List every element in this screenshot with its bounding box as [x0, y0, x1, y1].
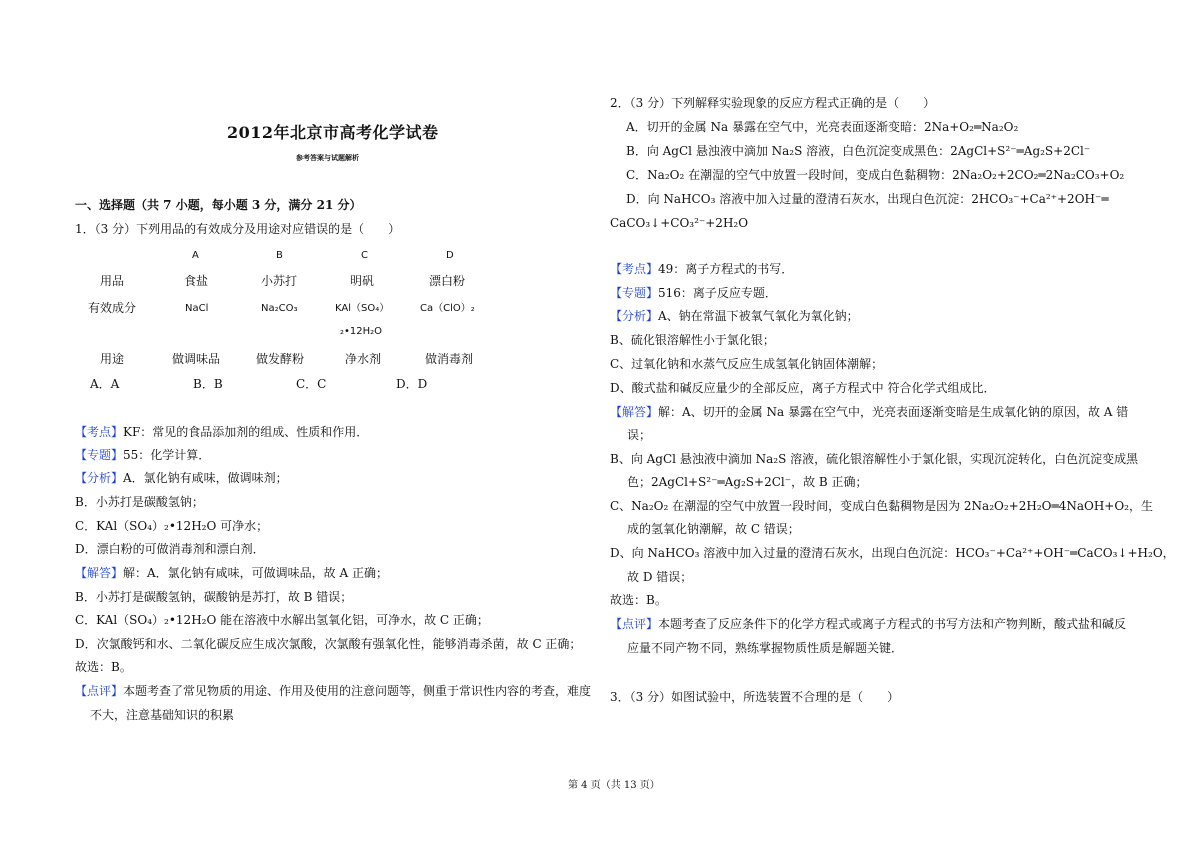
q2-zhuanti-tag: 【专题】: [610, 286, 659, 300]
q1-kaodian-tag: 【考点】: [75, 425, 124, 439]
q2-dianping-tag: 【点评】: [610, 617, 659, 631]
q1-jieda-tag: 【解答】: [75, 566, 124, 580]
q1-cell-component-c-cont: ₂•12H₂O: [340, 326, 383, 337]
q1-dianping-line-1: 本题考查了常见物质的用途、作用及使用的注意问题等，侧重于常识性内容的考查，难度: [123, 684, 592, 698]
section-heading: 一、选择题（共 7 小题，每小题 3 分，满分 21 分）: [75, 198, 362, 212]
q2-fenxi-line-4: D、酸式盐和碱反应量少的全部反应，离子方程式中 符合化学式组成比．: [610, 381, 996, 395]
q1-dianping-tag: 【点评】: [75, 684, 124, 698]
right-column: [600, 0, 1200, 848]
page-footer: 第 4 页（共 13 页）: [568, 780, 660, 791]
q1-cell-component-b: Na₂CO₃: [261, 303, 298, 314]
q2-option-d: D．向 NaHCO₃ 溶液中加入过量的澄清石灰水，出现白色沉淀：2HCO₃⁻+Ca²⁺+2OH⁻═: [626, 192, 1109, 206]
q3-stem: 3．（3 分）如图试验中，所选装置不合理的是（ ）: [610, 690, 900, 704]
q1-jieda-line-2: B．小苏打是碳酸氢钠，碳酸钠是苏打，故 B 错误；: [75, 590, 353, 604]
q2-zhuanti-text: 516：离子反应专题．: [658, 286, 777, 300]
q2-jieda-line-6: 成的氢氧化钠潮解，故 C 错误；: [627, 522, 800, 536]
q2-option-b: B．向 AgCl 悬浊液中滴加 Na₂S 溶液，白色沉淀变成黑色：2AgCl+S²⁻═Ag₂S+2Cl⁻: [626, 144, 1091, 158]
q2-jieda-line-5: C、Na₂O₂ 在潮湿的空气中放置一段时间，变成白色黏稠物是因为 2Na₂O₂+2H₂O═4NaOH+O₂，生: [610, 499, 1153, 513]
q2-jieda: [610, 404, 1128, 420]
q1-fenxi-line-2: B．小苏打是碳酸氢钠；: [75, 495, 204, 509]
q1-fenxi-line-3: C．KAl（SO₄）₂•12H₂O 可净水；: [75, 519, 269, 533]
q1-col-letter-c: C: [361, 250, 368, 261]
q1-cell-item-a: 食盐: [184, 274, 209, 288]
q1-zhuanti-text: 55：化学计算．: [123, 448, 211, 462]
q1-cell-use-c: 净水剂: [345, 352, 382, 366]
q2-kaodian-tag: 【考点】: [610, 262, 659, 276]
q2-zhuanti: [610, 285, 777, 301]
q2-fenxi-line-2: B、硫化银溶解性小于氯化银；: [610, 333, 775, 347]
q2-jieda-line-2: 误；: [627, 428, 652, 442]
document-title: 2012年北京市高考化学试卷: [227, 123, 439, 142]
q2-jieda-line-7: D、向 NaHCO₃ 溶液中加入过量的澄清石灰水，出现白色沉淀：HCO₃⁻+Ca²⁺+OH⁻═CaCO₃↓+H₂O，: [610, 546, 1175, 560]
q1-jieda-line-4: D．次氯酸钙和水、二氧化碳反应生成次氯酸，次氯酸有强氧化性，能够消毒杀菌，故 C 正确；: [75, 637, 582, 651]
q1-cell-component-d: Ca（ClO）₂: [420, 303, 475, 314]
q1-col-letter-b: B: [276, 250, 283, 261]
q1-cell-component-a: NaCl: [185, 303, 209, 314]
q2-kaodian-text: 49：离子方程式的书写．: [658, 262, 794, 276]
document-subtitle: 参考答案与试题解析: [296, 153, 359, 162]
q1-row-label-component: 有效成分: [88, 301, 137, 315]
q1-stem: 1．（3 分）下列用品的有效成分及用途对应错误的是（ ）: [75, 222, 401, 236]
q1-fenxi-line-1: A．氯化钠有咸味，做调味剂；: [123, 471, 288, 485]
q1-kaodian: [75, 424, 368, 440]
q1-row-label-use: 用途: [100, 352, 125, 366]
q1-cell-item-c: 明矾: [350, 274, 375, 288]
q1-dianping: [75, 683, 591, 699]
q2-jieda-line-3: B、向 AgCl 悬浊液中滴加 Na₂S 溶液，硫化银溶解性小于氯化银，实现沉淀转化，白色沉淀变成黑: [610, 452, 1139, 466]
q1-cell-use-d: 做消毒剂: [425, 352, 474, 366]
q2-stem: 2．（3 分）下列解释实验现象的反应方程式正确的是（ ）: [610, 96, 936, 110]
q1-col-letter-d: D: [446, 250, 454, 261]
q1-option-a: A．A: [90, 377, 120, 391]
q2-jieda-line-4: 色；2AgCl+S²⁻═Ag₂S+2Cl⁻，故 B 正确；: [627, 475, 868, 489]
q1-zhuanti-tag: 【专题】: [75, 448, 124, 462]
q2-option-c: C．Na₂O₂ 在潮湿的空气中放置一段时间，变成白色黏稠物：2Na₂O₂+2CO₂═2Na₂CO₃+O₂: [626, 168, 1125, 182]
q1-cell-use-b: 做发酵粉: [256, 352, 305, 366]
q1-cell-item-b: 小苏打: [261, 274, 298, 288]
q1-fenxi-tag: 【分析】: [75, 471, 124, 485]
q1-col-letter-a: A: [192, 250, 199, 261]
q1-cell-item-d: 漂白粉: [429, 274, 466, 288]
q2-kaodian: [610, 261, 793, 277]
q1-kaodian-text: KF：常见的食品添加剂的组成、性质和作用．: [123, 425, 369, 439]
q2-option-d-cont: CaCO₃↓+CO₃²⁻+2H₂O: [610, 216, 749, 230]
q1-fenxi: [75, 470, 288, 486]
q1-option-c: C．C: [296, 377, 327, 391]
q2-dianping: [610, 616, 1126, 632]
q1-fenxi-line-4: D．漂白粉的可做消毒剂和漂白剂．: [75, 542, 265, 556]
q2-fenxi-tag: 【分析】: [610, 309, 659, 323]
q2-option-a: A．切开的金属 Na 暴露在空气中，光亮表面逐渐变暗：2Na+O₂═Na₂O₂: [626, 120, 1019, 134]
q1-cell-component-c: KAl（SO₄）: [335, 303, 390, 314]
q1-zhuanti: [75, 447, 210, 463]
q2-fenxi-line-1: A、钠在常温下被氧气氧化为氧化钠；: [658, 309, 859, 323]
q1-jieda-line-3: C．KAl（SO₄）₂•12H₂O 能在溶液中水解出氢氧化铝，可净水，故 C 正确；: [75, 613, 489, 627]
q2-dianping-line-2: 应量不同产物不同，熟练掌握物质性质是解题关键．: [627, 641, 904, 655]
q1-jieda: [75, 565, 388, 581]
q1-jieda-line-5: 故选：B。: [75, 660, 132, 674]
q1-cell-use-a: 做调味品: [172, 352, 221, 366]
q1-row-label-item: 用品: [100, 274, 125, 288]
q1-dianping-line-2: 不大，注意基础知识的积累: [90, 708, 235, 722]
q2-fenxi: [610, 308, 859, 324]
q2-jieda-line-8: 故 D 错误；: [627, 570, 693, 584]
q2-jieda-line-1: 解：A、切开的金属 Na 暴露在空气中，光亮表面逐渐变暗是生成氧化钠的原因，故 A 错: [658, 405, 1129, 419]
q1-jieda-line-1: 解：A．氯化钠有咸味，可做调味品，故 A 正确；: [123, 566, 388, 580]
q2-fenxi-line-3: C、过氧化钠和水蒸气反应生成氢氧化钠固体潮解；: [610, 357, 884, 371]
q2-dianping-line-1: 本题考查了反应条件下的化学方程式或离子方程式的书写方法和产物判断，酸式盐和碱反: [658, 617, 1127, 631]
q1-option-d: D．D: [396, 377, 428, 391]
q2-jieda-tag: 【解答】: [610, 405, 659, 419]
q2-jieda-line-9: 故选：B。: [610, 593, 667, 607]
q1-option-b: B．B: [193, 377, 223, 391]
